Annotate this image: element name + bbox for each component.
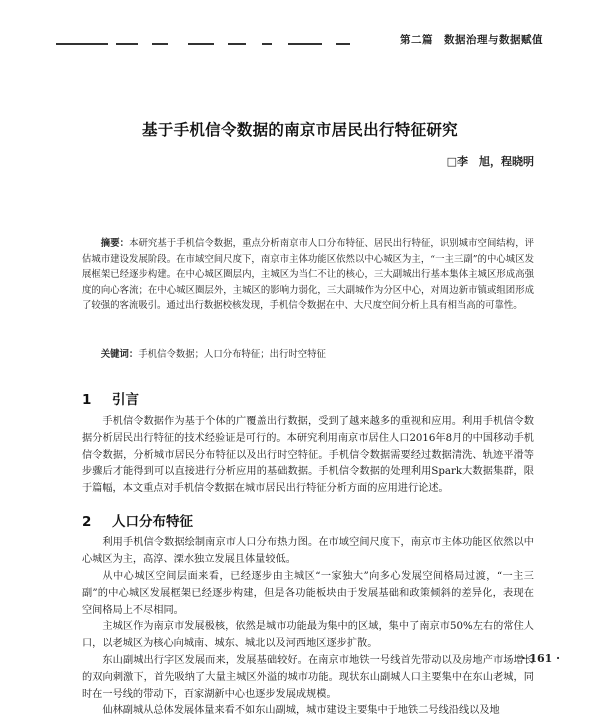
paragraph: 手机信令数据作为基于个体的广覆盖出行数据，受到了越来越多的重视和应用。利用手机信令数据分析居民出行特征的技术经验证是可行的。本研究利用南京市居住人口2016年8月的中国移动手机信令数据，分析城市居民分布特征以及出行时空特征。手机信令数据需要经过数据清洗、轨迹平滑等步骤后才能得到可以直接进行分析应用的基础数据。手机信令数据的处理利用Spark大数据集群，限于篇幅，本文重点对手机信令数据在城市居民出行特征分析方面的应用进行论述。 (82, 416, 534, 495)
paragraph: 主城区作为南京市发展极核，依然是城市功能最为集中的区域，集中了南京市50%左右的常住人口，以老城区为核心向城南、城东、城北以及河西地区逐步扩散。 (82, 621, 534, 649)
section-title: 引言 (112, 392, 139, 408)
article-authors: □李 旭，程晓明 (446, 155, 534, 168)
article-title: 基于手机信令数据的南京市居民出行特征研究 (141, 121, 458, 139)
keywords (82, 347, 534, 362)
abstract-label: 摘要： (100, 238, 130, 249)
running-header (56, 30, 551, 52)
abstract-text: 本研究基于手机信令数据，重点分析南京市人口分布特征、居民出行特征，识别城市空间结构，评估城市建设发展阶段。在市域空间尺度下，南京市主体功能区依然以中心城区为主，“一主三副”的中心城区发展框架已经逐步构建。在中心城区圈层内，主城区为当仁不让的核心，三大副城出行基本集体主城区形成高强度的向心客流；在中心城区圈层外，主城区的影响力弱化，三大副城作为分区中心，对周边新市镇或组团形成了较强的客流吸引。通过出行数据校核发现，手机信令数据在中、大尺度空间分析上具有相当高的可靠性。 (82, 238, 534, 312)
keywords-text: 手机信令数据；人口分布特征；出行时空特征 (138, 349, 326, 360)
abstract (82, 236, 534, 314)
section-number: 1 (82, 392, 92, 408)
paragraph: 利用手机信令数据绘制南京市人口分布热力图。在市域空间尺度下，南京市主体功能区依然以中心城区为主，高淳、溧水独立发展且体量较低。 (82, 537, 534, 565)
paragraph: 从中心城区空间层面来看，已经逐步由主城区“一家独大”向多心发展空间格局过渡，“一主三副”的中心城区发展框架已经逐步构建，但是各功能板块由于发展基础和政策倾斜的差异化，表现在空间格局上不尽相同。 (82, 571, 534, 616)
section-number: 2 (82, 514, 92, 530)
header-title: 第二篇 数据治理与数据赋值 (400, 34, 543, 46)
paragraph: 仙林副城从总体发展体量来看不如东山副城，城市建设主要集中于地铁二号线沿线以及地 (102, 705, 500, 716)
section-title: 人口分布特征 (112, 514, 193, 530)
section-heading-introduction (82, 388, 139, 408)
section-heading-population (82, 510, 193, 530)
header-rule (56, 43, 356, 45)
paragraph: 东山副城出行字区发展而来，发展基础较好。在南京市地铁一号线首先带动以及房地产市场增长的双向刺激下，首先吸纳了大量主城区外溢的城市功能。现状东山副城人口主要集中在东山老城，同时在一号线的带动下，百家湖新中心也逐步发展成规模。 (82, 655, 534, 700)
keywords-label: 关键词： (100, 349, 139, 360)
page-number: · 161 · (521, 652, 560, 665)
